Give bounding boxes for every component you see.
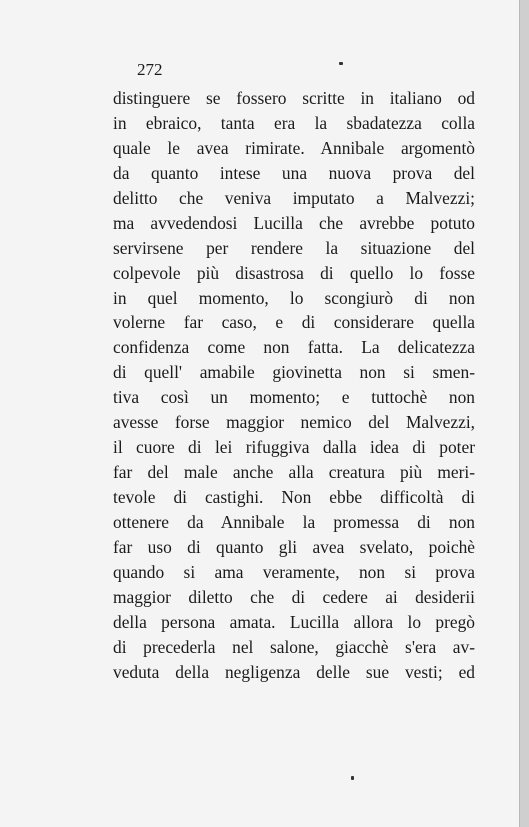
text-line: maggior diletto che di cedere ai desiderii [113, 586, 475, 607]
ink-speck [351, 776, 354, 780]
text-line: distinguere se fossero scritte in italiano od [113, 88, 475, 108]
text-line: quale le avea rimirate. Annibale argomentò [113, 137, 475, 158]
text-line: colpevole più disastrosa di quello lo fosse [113, 262, 475, 283]
text-line: far uso di quanto gli avea svelato, poichè [113, 536, 475, 557]
text-line: tiva così un momento; e tuttochè non [113, 387, 475, 408]
text-line: in ebraico, tanta era la sbadatezza colla [113, 112, 475, 133]
text-line: tevole di castighi. Non ebbe difficoltà di [113, 487, 475, 507]
text-line: confidenza come non fatta. La delicatezza [113, 337, 475, 358]
text-line: ottenere da Annibale la promessa di non [113, 511, 475, 532]
text-line: far del male anche alla creatura più meri- [113, 462, 475, 483]
text-line: ma avvedendosi Lucilla che avrebbe potuto [113, 212, 475, 233]
text-line: il cuore di lei rifuggiva dalla idea di poter [113, 437, 475, 458]
text-line: della persona amata. Lucilla allora lo pregò [113, 611, 475, 632]
text-line: volerne far caso, e di considerare quella [113, 312, 475, 333]
body-text [113, 86, 475, 685]
text-line: delitto che veniva imputato a Malvezzi; [113, 187, 475, 208]
text-line: avesse forse maggior nemico del Malvezzi, [113, 412, 475, 433]
ink-speck [339, 62, 343, 65]
page-number: 272 [137, 60, 163, 79]
text-line: veduta della negligenza delle sue vesti; ed [113, 661, 475, 682]
text-line: da quanto intese una nuova prova del [113, 162, 475, 183]
page-edge [519, 0, 529, 827]
text-line: di precederla nel salone, giacchè s'era av- [113, 636, 475, 657]
text-line: quando si ama veramente, non si prova [113, 561, 475, 582]
text-line: di quell' amabile giovinetta non si smen- [113, 362, 475, 383]
text-line: servirsene per rendere la situazione del [113, 237, 475, 258]
text-line: in quel momento, lo scongiurò di non [113, 287, 475, 308]
